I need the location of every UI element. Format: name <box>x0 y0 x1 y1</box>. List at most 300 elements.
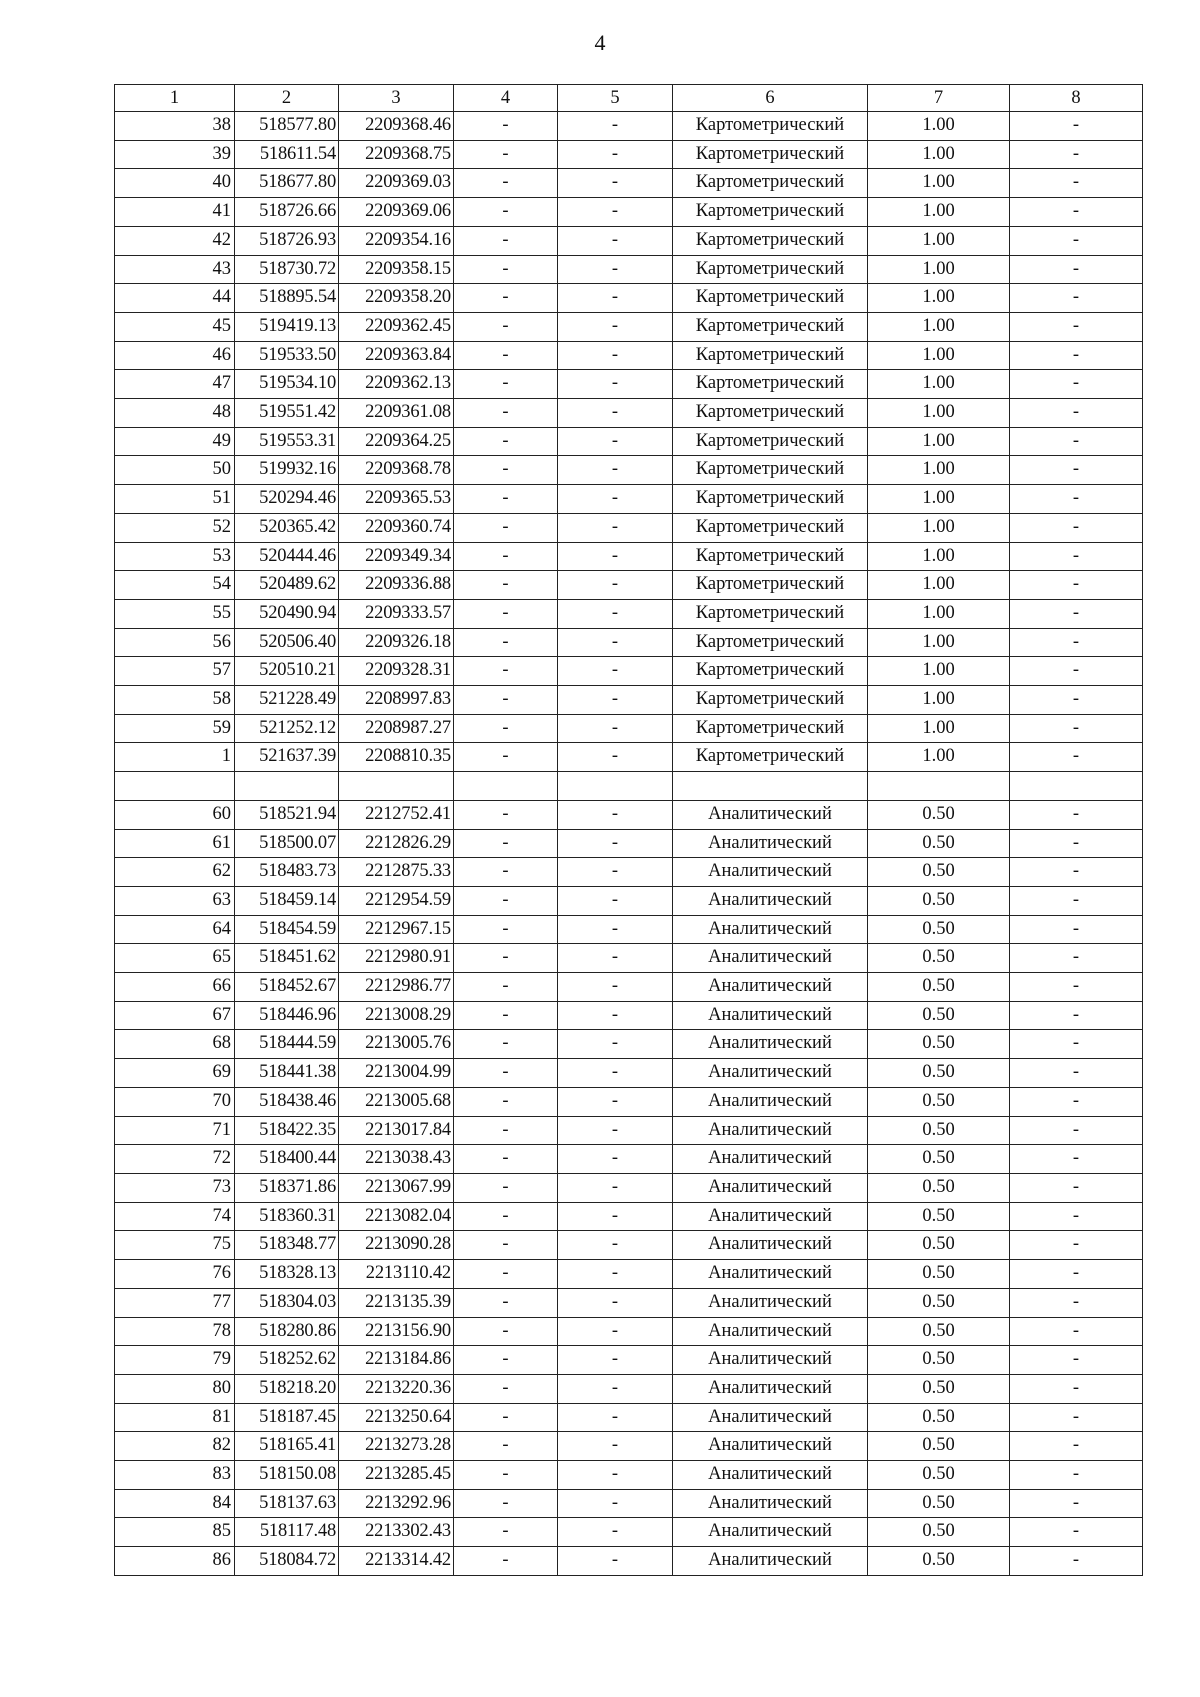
x-coordinate-cell: 518726.66 <box>235 198 339 227</box>
y-coordinate-cell: 2209358.15 <box>339 255 454 284</box>
col5-cell: - <box>558 1001 673 1030</box>
point-number-cell: 72 <box>115 1145 235 1174</box>
accuracy-cell: 1.00 <box>868 399 1010 428</box>
method-cell: Аналитический <box>673 886 868 915</box>
method-cell <box>673 772 868 801</box>
col8-cell: - <box>1010 1059 1143 1088</box>
col5-cell: - <box>558 714 673 743</box>
col5-cell: - <box>558 427 673 456</box>
table-row <box>115 312 1143 341</box>
x-coordinate-cell: 518677.80 <box>235 169 339 198</box>
point-number-cell: 69 <box>115 1059 235 1088</box>
col4-cell: - <box>454 944 558 973</box>
accuracy-cell: 1.00 <box>868 169 1010 198</box>
col4-cell: - <box>454 800 558 829</box>
col8-cell: - <box>1010 657 1143 686</box>
accuracy-cell: 0.50 <box>868 1174 1010 1203</box>
col4-cell: - <box>454 399 558 428</box>
y-coordinate-cell: 2212967.15 <box>339 915 454 944</box>
col8-cell: - <box>1010 427 1143 456</box>
point-number-cell: 79 <box>115 1346 235 1375</box>
x-coordinate-cell: 518117.48 <box>235 1518 339 1547</box>
point-number-cell: 82 <box>115 1432 235 1461</box>
accuracy-cell: 0.50 <box>868 1346 1010 1375</box>
col8-cell: - <box>1010 1202 1143 1231</box>
y-coordinate-cell: 2209363.84 <box>339 341 454 370</box>
point-number-cell: 68 <box>115 1030 235 1059</box>
y-coordinate-cell: 2209354.16 <box>339 226 454 255</box>
table-row <box>115 1202 1143 1231</box>
accuracy-cell: 1.00 <box>868 312 1010 341</box>
x-coordinate-cell: 518371.86 <box>235 1174 339 1203</box>
accuracy-cell: 0.50 <box>868 1317 1010 1346</box>
table-row <box>115 1001 1143 1030</box>
col5-cell: - <box>558 657 673 686</box>
col5-cell: - <box>558 858 673 887</box>
point-number-cell: 43 <box>115 255 235 284</box>
col4-cell: - <box>454 571 558 600</box>
col8-cell: - <box>1010 140 1143 169</box>
col8-cell: - <box>1010 973 1143 1002</box>
col4-cell: - <box>454 686 558 715</box>
table-row <box>115 829 1143 858</box>
method-cell: Аналитический <box>673 800 868 829</box>
col4-cell: - <box>454 1489 558 1518</box>
table-row <box>115 1346 1143 1375</box>
method-cell: Картометрический <box>673 714 868 743</box>
col8-cell: - <box>1010 1317 1143 1346</box>
col8-cell: - <box>1010 1403 1143 1432</box>
col4-cell: - <box>454 140 558 169</box>
point-number-cell: 47 <box>115 370 235 399</box>
col5-cell: - <box>558 169 673 198</box>
col8-cell: - <box>1010 1001 1143 1030</box>
accuracy-cell: 0.50 <box>868 886 1010 915</box>
point-number-cell: 73 <box>115 1174 235 1203</box>
table-row <box>115 1403 1143 1432</box>
y-coordinate-cell: 2213008.29 <box>339 1001 454 1030</box>
col8-cell: - <box>1010 399 1143 428</box>
y-coordinate-cell: 2209362.13 <box>339 370 454 399</box>
col8-cell: - <box>1010 1489 1143 1518</box>
accuracy-cell: 1.00 <box>868 714 1010 743</box>
col8-cell: - <box>1010 628 1143 657</box>
col8-cell: - <box>1010 743 1143 772</box>
accuracy-cell: 1.00 <box>868 427 1010 456</box>
col8-cell: - <box>1010 456 1143 485</box>
x-coordinate-cell: 519534.10 <box>235 370 339 399</box>
col5-cell: - <box>558 1059 673 1088</box>
table-row <box>115 657 1143 686</box>
col5-cell: - <box>558 1432 673 1461</box>
method-cell: Картометрический <box>673 743 868 772</box>
col4-cell: - <box>454 513 558 542</box>
table-row <box>115 772 1143 801</box>
accuracy-cell: 0.50 <box>868 1403 1010 1432</box>
method-cell: Аналитический <box>673 1374 868 1403</box>
col8-cell: - <box>1010 226 1143 255</box>
x-coordinate-cell: 520294.46 <box>235 485 339 514</box>
x-coordinate-cell: 519553.31 <box>235 427 339 456</box>
x-coordinate-cell: 521252.12 <box>235 714 339 743</box>
x-coordinate-cell: 518730.72 <box>235 255 339 284</box>
method-cell: Аналитический <box>673 1518 868 1547</box>
y-coordinate-cell: 2212980.91 <box>339 944 454 973</box>
method-cell: Картометрический <box>673 542 868 571</box>
col4-cell: - <box>454 628 558 657</box>
col4-cell: - <box>454 886 558 915</box>
y-coordinate-cell: 2213005.76 <box>339 1030 454 1059</box>
method-cell: Картометрический <box>673 657 868 686</box>
method-cell: Картометрический <box>673 686 868 715</box>
method-cell: Аналитический <box>673 915 868 944</box>
point-number-cell: 84 <box>115 1489 235 1518</box>
y-coordinate-cell: 2213005.68 <box>339 1087 454 1116</box>
col8-cell: - <box>1010 1374 1143 1403</box>
y-coordinate-cell: 2213017.84 <box>339 1116 454 1145</box>
col5-cell: - <box>558 1403 673 1432</box>
method-cell: Аналитический <box>673 1231 868 1260</box>
point-number-cell: 80 <box>115 1374 235 1403</box>
x-coordinate-cell: 521637.39 <box>235 743 339 772</box>
accuracy-cell: 0.50 <box>868 1087 1010 1116</box>
y-coordinate-cell: 2213067.99 <box>339 1174 454 1203</box>
coordinates-table <box>114 84 1143 1576</box>
x-coordinate-cell: 518328.13 <box>235 1260 339 1289</box>
col8-cell: - <box>1010 1030 1143 1059</box>
method-cell: Аналитический <box>673 1403 868 1432</box>
col4-cell: - <box>454 1288 558 1317</box>
y-coordinate-cell: 2209349.34 <box>339 542 454 571</box>
y-coordinate-cell: 2213292.96 <box>339 1489 454 1518</box>
method-cell: Аналитический <box>673 973 868 1002</box>
accuracy-cell: 0.50 <box>868 1116 1010 1145</box>
method-cell: Картометрический <box>673 198 868 227</box>
point-number-cell: 45 <box>115 312 235 341</box>
point-number-cell: 51 <box>115 485 235 514</box>
col5-cell: - <box>558 1317 673 1346</box>
col5-cell: - <box>558 944 673 973</box>
x-coordinate-cell <box>235 772 339 801</box>
table-row <box>115 571 1143 600</box>
col4-cell: - <box>454 284 558 313</box>
x-coordinate-cell: 518304.03 <box>235 1288 339 1317</box>
method-cell: Картометрический <box>673 513 868 542</box>
y-coordinate-cell: 2213220.36 <box>339 1374 454 1403</box>
y-coordinate-cell: 2209369.06 <box>339 198 454 227</box>
y-coordinate-cell: 2209336.88 <box>339 571 454 600</box>
col4-cell: - <box>454 1518 558 1547</box>
table-row <box>115 1432 1143 1461</box>
col8-cell: - <box>1010 1547 1143 1576</box>
method-cell: Аналитический <box>673 1145 868 1174</box>
col5-cell: - <box>558 1346 673 1375</box>
table-row <box>115 169 1143 198</box>
x-coordinate-cell: 518500.07 <box>235 829 339 858</box>
col4-cell: - <box>454 312 558 341</box>
accuracy-cell: 0.50 <box>868 1432 1010 1461</box>
point-number-cell: 83 <box>115 1461 235 1490</box>
accuracy-cell: 1.00 <box>868 456 1010 485</box>
col5-cell: - <box>558 886 673 915</box>
x-coordinate-cell: 518400.44 <box>235 1145 339 1174</box>
table-row <box>115 714 1143 743</box>
method-cell: Картометрический <box>673 628 868 657</box>
y-coordinate-cell: 2209365.53 <box>339 485 454 514</box>
col8-cell: - <box>1010 1087 1143 1116</box>
method-cell: Аналитический <box>673 829 868 858</box>
method-cell: Аналитический <box>673 1059 868 1088</box>
accuracy-cell: 0.50 <box>868 1547 1010 1576</box>
table-row <box>115 944 1143 973</box>
point-number-cell: 64 <box>115 915 235 944</box>
header-row <box>115 85 1143 112</box>
y-coordinate-cell: 2209361.08 <box>339 399 454 428</box>
point-number-cell: 48 <box>115 399 235 428</box>
x-coordinate-cell: 518452.67 <box>235 973 339 1002</box>
point-number-cell: 59 <box>115 714 235 743</box>
col4-cell: - <box>454 1432 558 1461</box>
accuracy-cell: 0.50 <box>868 1145 1010 1174</box>
y-coordinate-cell <box>339 772 454 801</box>
point-number-cell: 63 <box>115 886 235 915</box>
x-coordinate-cell: 520489.62 <box>235 571 339 600</box>
method-cell: Аналитический <box>673 1260 868 1289</box>
col5-cell: - <box>558 829 673 858</box>
table-row <box>115 743 1143 772</box>
y-coordinate-cell: 2213038.43 <box>339 1145 454 1174</box>
accuracy-cell: 1.00 <box>868 140 1010 169</box>
col4-cell: - <box>454 1403 558 1432</box>
point-number-cell: 38 <box>115 112 235 141</box>
point-number-cell: 57 <box>115 657 235 686</box>
col8-cell: - <box>1010 1231 1143 1260</box>
col8-cell: - <box>1010 112 1143 141</box>
col5-cell: - <box>558 284 673 313</box>
accuracy-cell: 0.50 <box>868 829 1010 858</box>
x-coordinate-cell: 518483.73 <box>235 858 339 887</box>
header-cell: 8 <box>1010 85 1143 112</box>
accuracy-cell: 1.00 <box>868 485 1010 514</box>
point-number-cell: 49 <box>115 427 235 456</box>
method-cell: Аналитический <box>673 1346 868 1375</box>
col4-cell: - <box>454 1001 558 1030</box>
header-cell: 6 <box>673 85 868 112</box>
point-number-cell: 52 <box>115 513 235 542</box>
y-coordinate-cell: 2213184.86 <box>339 1346 454 1375</box>
point-number-cell: 1 <box>115 743 235 772</box>
col8-cell: - <box>1010 1346 1143 1375</box>
col8-cell: - <box>1010 599 1143 628</box>
method-cell: Картометрический <box>673 427 868 456</box>
col8-cell: - <box>1010 513 1143 542</box>
x-coordinate-cell: 518218.20 <box>235 1374 339 1403</box>
x-coordinate-cell: 519932.16 <box>235 456 339 485</box>
point-number-cell: 81 <box>115 1403 235 1432</box>
table-row <box>115 1087 1143 1116</box>
col4-cell: - <box>454 255 558 284</box>
col8-cell: - <box>1010 800 1143 829</box>
col4-cell: - <box>454 485 558 514</box>
x-coordinate-cell: 518187.45 <box>235 1403 339 1432</box>
table-row <box>115 1116 1143 1145</box>
method-cell: Аналитический <box>673 1489 868 1518</box>
x-coordinate-cell: 520490.94 <box>235 599 339 628</box>
col4-cell: - <box>454 456 558 485</box>
point-number-cell: 60 <box>115 800 235 829</box>
col5-cell: - <box>558 1030 673 1059</box>
point-number-cell: 41 <box>115 198 235 227</box>
point-number-cell: 55 <box>115 599 235 628</box>
col5-cell: - <box>558 1374 673 1403</box>
table-row <box>115 226 1143 255</box>
col8-cell: - <box>1010 858 1143 887</box>
method-cell: Аналитический <box>673 858 868 887</box>
table-row <box>115 341 1143 370</box>
col8-cell: - <box>1010 686 1143 715</box>
point-number-cell: 61 <box>115 829 235 858</box>
col5-cell <box>558 772 673 801</box>
header-cell: 4 <box>454 85 558 112</box>
accuracy-cell: 0.50 <box>868 1288 1010 1317</box>
col5-cell: - <box>558 571 673 600</box>
table-row <box>115 112 1143 141</box>
point-number-cell: 46 <box>115 341 235 370</box>
col5-cell: - <box>558 1260 673 1289</box>
col4-cell: - <box>454 829 558 858</box>
y-coordinate-cell: 2213273.28 <box>339 1432 454 1461</box>
table-row <box>115 1489 1143 1518</box>
table-row <box>115 686 1143 715</box>
y-coordinate-cell: 2209333.57 <box>339 599 454 628</box>
x-coordinate-cell: 518280.86 <box>235 1317 339 1346</box>
point-number-cell: 77 <box>115 1288 235 1317</box>
method-cell: Картометрический <box>673 255 868 284</box>
method-cell: Аналитический <box>673 1288 868 1317</box>
col5-cell: - <box>558 370 673 399</box>
y-coordinate-cell: 2213110.42 <box>339 1260 454 1289</box>
accuracy-cell: 0.50 <box>868 1202 1010 1231</box>
method-cell: Аналитический <box>673 1116 868 1145</box>
col4-cell: - <box>454 1116 558 1145</box>
y-coordinate-cell: 2213082.04 <box>339 1202 454 1231</box>
col4-cell: - <box>454 1174 558 1203</box>
accuracy-cell: 1.00 <box>868 226 1010 255</box>
point-number-cell: 74 <box>115 1202 235 1231</box>
col8-cell: - <box>1010 1518 1143 1547</box>
col4-cell: - <box>454 973 558 1002</box>
point-number-cell: 58 <box>115 686 235 715</box>
accuracy-cell: 1.00 <box>868 571 1010 600</box>
col8-cell: - <box>1010 485 1143 514</box>
col5-cell: - <box>558 456 673 485</box>
x-coordinate-cell: 519533.50 <box>235 341 339 370</box>
col4-cell: - <box>454 427 558 456</box>
col4-cell: - <box>454 1346 558 1375</box>
x-coordinate-cell: 518459.14 <box>235 886 339 915</box>
col4-cell: - <box>454 858 558 887</box>
col5-cell: - <box>558 599 673 628</box>
col4-cell: - <box>454 1145 558 1174</box>
method-cell: Картометрический <box>673 341 868 370</box>
x-coordinate-cell: 518895.54 <box>235 284 339 313</box>
table-row <box>115 599 1143 628</box>
x-coordinate-cell: 518454.59 <box>235 915 339 944</box>
col4-cell: - <box>454 542 558 571</box>
accuracy-cell: 1.00 <box>868 628 1010 657</box>
col5-cell: - <box>558 1288 673 1317</box>
method-cell: Аналитический <box>673 1030 868 1059</box>
method-cell: Аналитический <box>673 1087 868 1116</box>
x-coordinate-cell: 518521.94 <box>235 800 339 829</box>
y-coordinate-cell: 2213090.28 <box>339 1231 454 1260</box>
accuracy-cell: 0.50 <box>868 800 1010 829</box>
x-coordinate-cell: 520444.46 <box>235 542 339 571</box>
method-cell: Картометрический <box>673 140 868 169</box>
col8-cell: - <box>1010 255 1143 284</box>
col8-cell: - <box>1010 1260 1143 1289</box>
point-number-cell: 85 <box>115 1518 235 1547</box>
point-number-cell: 65 <box>115 944 235 973</box>
y-coordinate-cell: 2213004.99 <box>339 1059 454 1088</box>
accuracy-cell: 1.00 <box>868 743 1010 772</box>
col8-cell: - <box>1010 312 1143 341</box>
col4-cell: - <box>454 1317 558 1346</box>
col5-cell: - <box>558 1547 673 1576</box>
x-coordinate-cell: 518577.80 <box>235 112 339 141</box>
x-coordinate-cell: 518451.62 <box>235 944 339 973</box>
y-coordinate-cell: 2209326.18 <box>339 628 454 657</box>
col4-cell: - <box>454 1030 558 1059</box>
col4-cell: - <box>454 915 558 944</box>
table-row <box>115 1288 1143 1317</box>
accuracy-cell: 0.50 <box>868 1001 1010 1030</box>
y-coordinate-cell: 2213250.64 <box>339 1403 454 1432</box>
x-coordinate-cell: 518084.72 <box>235 1547 339 1576</box>
col5-cell: - <box>558 743 673 772</box>
accuracy-cell <box>868 772 1010 801</box>
method-cell: Картометрический <box>673 456 868 485</box>
col8-cell: - <box>1010 341 1143 370</box>
col8-cell: - <box>1010 829 1143 858</box>
header-cell: 1 <box>115 85 235 112</box>
col4-cell: - <box>454 1461 558 1490</box>
x-coordinate-cell: 518360.31 <box>235 1202 339 1231</box>
table-row <box>115 973 1143 1002</box>
col5-cell: - <box>558 255 673 284</box>
y-coordinate-cell: 2209364.25 <box>339 427 454 456</box>
col5-cell: - <box>558 973 673 1002</box>
col8-cell: - <box>1010 915 1143 944</box>
point-number-cell: 53 <box>115 542 235 571</box>
y-coordinate-cell: 2209369.03 <box>339 169 454 198</box>
col5-cell: - <box>558 915 673 944</box>
point-number-cell: 62 <box>115 858 235 887</box>
method-cell: Картометрический <box>673 370 868 399</box>
table-row <box>115 513 1143 542</box>
col8-cell: - <box>1010 1461 1143 1490</box>
y-coordinate-cell: 2209368.46 <box>339 112 454 141</box>
col8-cell: - <box>1010 1288 1143 1317</box>
col8-cell: - <box>1010 571 1143 600</box>
col4-cell: - <box>454 169 558 198</box>
table-row <box>115 915 1143 944</box>
x-coordinate-cell: 520365.42 <box>235 513 339 542</box>
accuracy-cell: 0.50 <box>868 1518 1010 1547</box>
accuracy-cell: 1.00 <box>868 657 1010 686</box>
y-coordinate-cell: 2212986.77 <box>339 973 454 1002</box>
table-row <box>115 858 1143 887</box>
